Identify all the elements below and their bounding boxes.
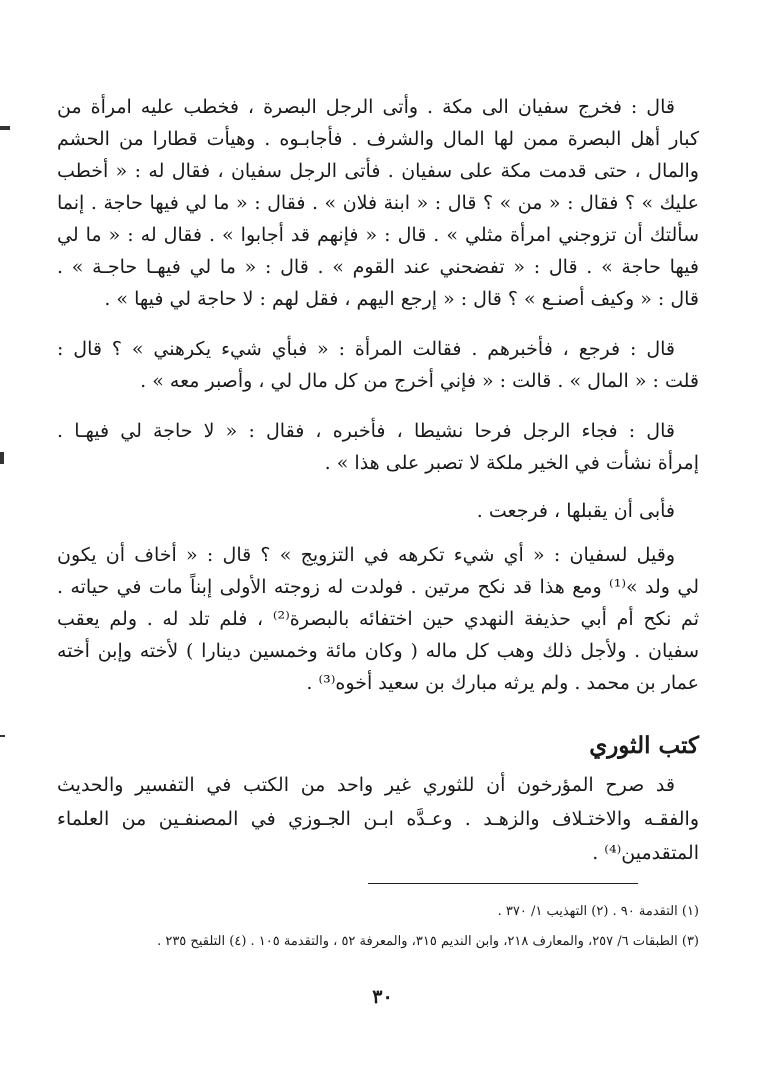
footnote-line: (٣) الطبقات ٦/ ٢٥٧، والمعارف ٢١٨، وابن النديم ٣١٥، والمعرفة ٥٢ ، والتقدمة ١٠٥ . (٤) التلقيح ٢٣٥ . [157, 934, 699, 949]
footnote-line: (١) التقدمة ٩٠ . (٢) التهذيب ١/ ٣٧٠ . [497, 904, 699, 919]
body-line: قد صرح المؤرخون أن للثوري غير واحد من الكتب في التفسير والحديث [57, 774, 675, 796]
body-line: ثم نكح أم أبي حذيفة النهدي حين اختفائه بالبصرة⁽²⁾ ، فلم تلد له . ولم يعقب [57, 608, 699, 630]
body-line: المتقدمين⁽⁴⁾ . [592, 842, 699, 864]
body-line: قال : فرجع ، فأخبرهم . فقالت المرأة : « فبأي شيء يكرهني » ؟ قال : [57, 338, 675, 360]
margin-mark-mid [0, 452, 4, 464]
body-line: قال : فجاء الرجل فرحا نشيطا ، فأخبره ، فقال : « لا حاجة لي فيهـا . [57, 420, 675, 442]
body-line: قلت : « المال » . قالت : « فإني أخرج من كل مال لي ، وأصبر معه » . [140, 370, 699, 392]
margin-mark-top [0, 126, 10, 130]
body-line: عليك » ؟ فقال : « من » ؟ قال : « ابنة فلان » . فقال : « ما لي فيها حاجة . إنما [57, 192, 699, 214]
section-heading: كتب الثوري [589, 732, 699, 759]
body-line: إمرأة نشأت في الخير ملكة لا تصبر على هذا » . [324, 452, 699, 474]
footnote-rule [368, 883, 638, 884]
margin-mark-low [0, 735, 5, 737]
body-line: قال : فخرج سفيان الى مكة . وأتى الرجل البصرة ، فخطب عليه امرأة من [57, 96, 675, 118]
body-line: لي ولد »⁽¹⁾ ومع هذا قد نكح مرتين . فولدت له زوجته الأولى إبناً مات في حياته . [57, 576, 699, 598]
body-line: فأبى أن يقبلها ، فرجعت . [476, 500, 675, 522]
body-line: كبار أهل البصرة ممن لها المال والشرف . فأجابـوه . وهيأت قطارا من الحشم [57, 128, 699, 150]
page-number: ٣٠ [372, 986, 393, 1008]
body-line: عمار بن محمد . ولم يرثه مبارك بن سعيد أخوه⁽³⁾ . [306, 672, 699, 694]
body-line: وقيل لسفيان : « أي شيء تكرهه في التزويج » ؟ قال : « أخاف أن يكون [57, 544, 675, 566]
body-line: سفيان . ولأجل ذلك وهب كل ماله ( وكان مائة وخمسين دينارا ) لأخته وإبن أخته [57, 640, 699, 662]
body-line: قال : « وكيف أصنـع » ؟ قال : « إرجع اليهم ، فقل لهم : لا حاجة لي فيها » . [104, 288, 699, 310]
body-line: والمال ، حتى قدمت مكة على سفيان . فأتى الرجل سفيان ، فقال له : « أخطب [57, 160, 699, 182]
body-line: والفقـه والاختـلاف والزهـد . وعـدَّه ابـن الجـوزي في المصنفـين من العلماء [57, 808, 699, 830]
body-line: فيها حاجة » . قال : « تفضحني عند القوم » . قال : « ما لي فيهـا حاجـة » . [57, 256, 699, 278]
body-line: سألتك أن تزوجني امرأة مثلي » . قال : « فإنهم قد أجابوا » . فقال له : « ما لي [57, 224, 699, 246]
